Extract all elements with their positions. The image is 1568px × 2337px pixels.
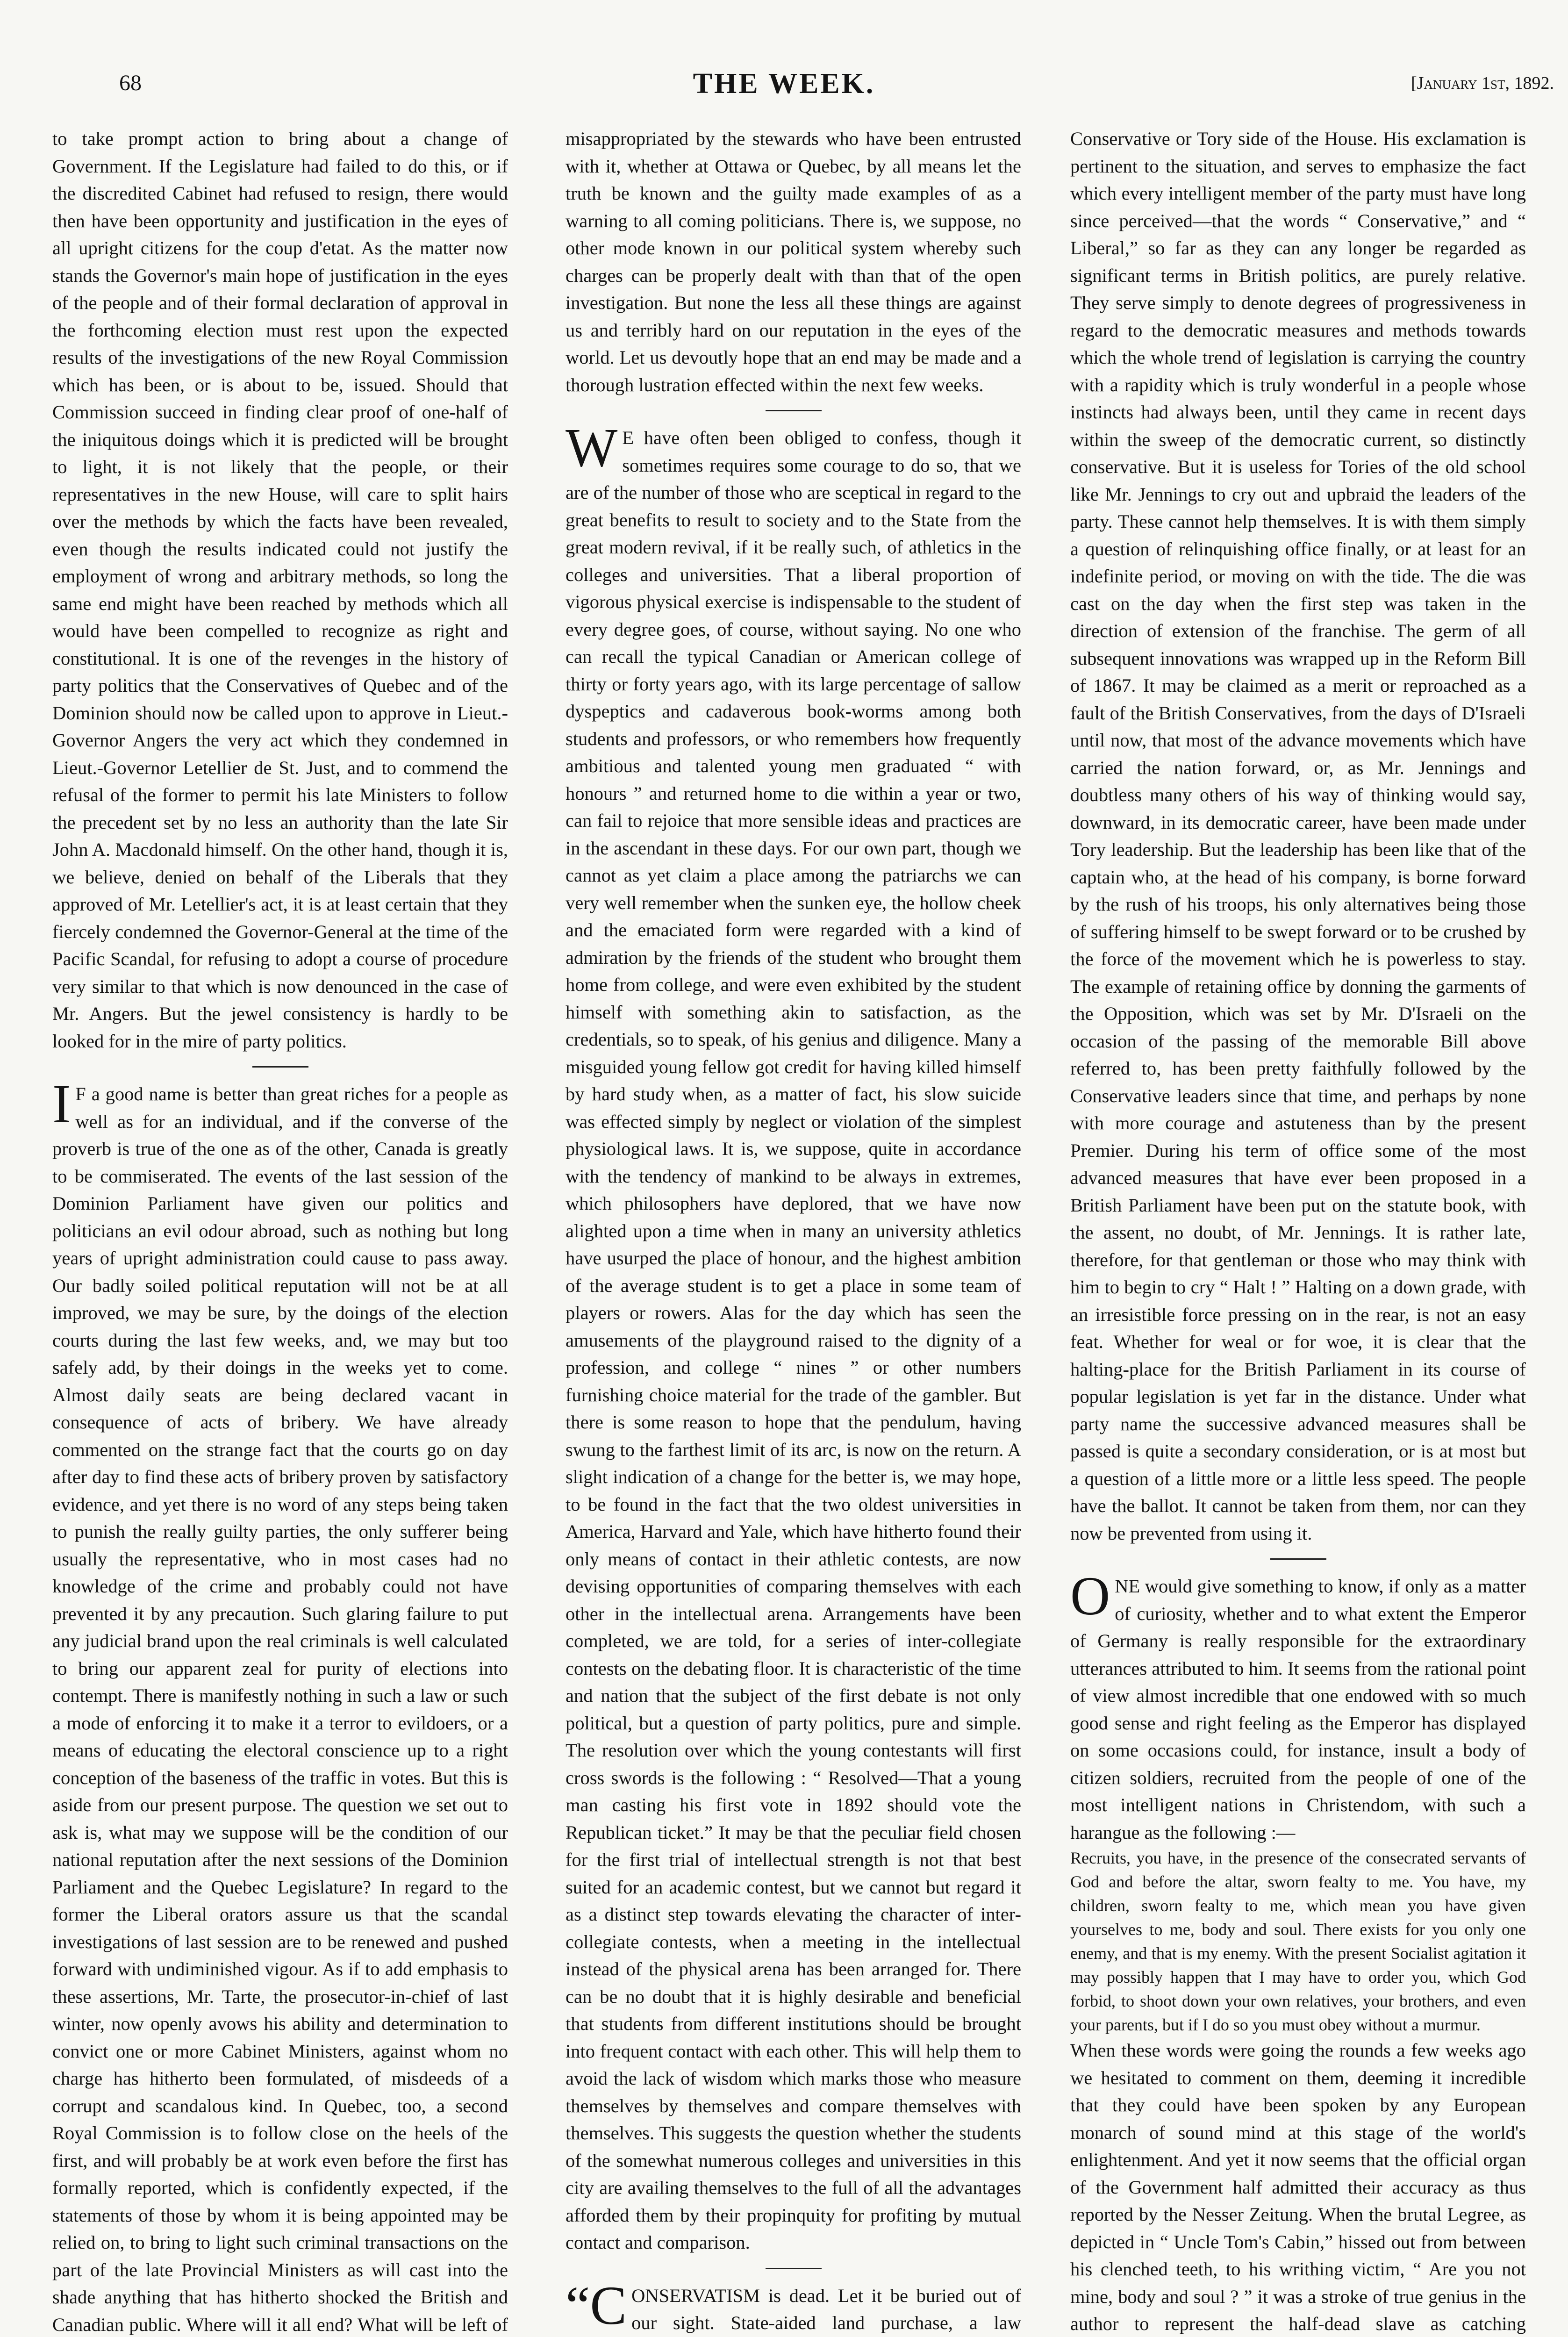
masthead-title: THE WEEK. — [0, 67, 1568, 100]
drop-cap: O — [1070, 1573, 1115, 1618]
article-paragraph — [1070, 1573, 1526, 1846]
block-quote: Recruits, you have, in the presence of the consecrated servants of God and before the altar, sworn fealty to me. You have, my children, sworn fealty to me, which mean you have given yourselves to me, body and soul. There exists for you only one enemy, and that is my enemy. With the present Socialist agitation it may possibly happen that I may have to order you, which God forbid, to shoot down your own relatives, your brothers, and even your parents, but if I do so you must obey without a murmur. — [1070, 1846, 1526, 2037]
section-divider — [252, 1066, 308, 1068]
drop-cap: “C — [566, 2282, 631, 2327]
article-paragraph: misappropriated by the stewards who have been entrusted with it, whether at Ottawa or Quebec, by all means let the truth be known and the guilty made examples of as a warning to all coming politicians. There is, we suppose, no other mode known in our political system whereby such charges can be properly dealt with than that of the open investigation. But none the less all these things are against us and terribly hard on our reputation in the eyes of the world. Let us devoutly hope that an end may be made and a thorough lustration effected within the next few weeks. — [566, 125, 1021, 399]
article-text: F a good name is better than great riches for a people as well as for an individual, and if the converse of the proverb is true of the one as of the other, Canada is greatly to be commiserated. The events of the last session of the Dominion Parliament have given our politics and politicians an evil odour abroad, such as nothing but long years of upright administration could cause to pass away. Our badly soiled political reputation will not be at all improved, we may be sure, by the doings of the election courts during the last few weeks, and, we may but too safely add, by their doings in the weeks yet to come. Almost daily seats are being declared vacant in consequence of acts of bribery. We have already commented on the strange fact that the courts go on day after day to find these acts of bribery proven by satisfactory evidence, and yet there is no word of any steps being taken to punish the really guilty parties, the only sufferer being usually the representative, who in most cases had no knowledge of the crime and probably could not have prevented it by any precaution. Such glaring failure to put any judicial brand upon the real criminals is well calculated to bring our apparent zeal for purity of elections into contempt. There is manifestly nothing in such a law or such a mode of enforcing it to make it a terror to evildoers, or a means of educating the electoral conscience up to a right conception of the baseness of the traffic in votes. But this is aside from our present purpose. The question we set out to ask is, what may we suppose will be the condition of our national reputation after the next sessions of the Dominion Parliament and the Quebec Legislature? In regard to the former the Liberal orators assure us that the scandal investigations of last session are to be renewed and pushed forward with undiminished vigour. As if to add emphasis to these assertions, Mr. Tarte, the prosecutor-in-chief of last winter, now openly avows his ability and determination to convict one or more Cabinet Ministers, against whom no charge has hitherto been formulated, of misdeeds of a corrupt and scandalous kind. In Quebec, too, a second Royal Commission is to follow close on the heels of the first, and will probably be at work even before the first has formally reported, which is confidently expected, if the statements of those by whom it is being appointed may be relied on, to bring to light such criminal transactions on the part of the late Provincial Ministers as will cast into the shade anything that has hitherto shocked the British and Canadian public. Where will it all end? What will be left of — [52, 1083, 508, 2337]
drop-cap: I — [52, 1081, 75, 1125]
page-number: 68 — [119, 70, 142, 96]
article-paragraph: When these words were going the rounds a few weeks ago we hesitated to comment on them, deeming it incredible that they could have been spoken by any European monarch of sound mind at this stage of the world's enlightenment. And yet it now seems that the official organ of the Government half admitted their accuracy as thus reported by the Nesser Zeitung. When the brutal Legree, as depicted in “ Uncle Tom's Cabin,” hissed out from between his clenched teeth, to his writhing victim, “ Are you not mine, body and soul ? ” it was a stroke of true genius in the author to represent the half-dead slave as catching — [1070, 2037, 1526, 2337]
issue-date: [January 1st, 1892. — [1411, 73, 1554, 93]
article-paragraph — [566, 2282, 1021, 2337]
article-paragraph: Conservative or Tory side of the House. His exclamation is pertinent to the situation, and serves to emphasize the fact which every intelligent member of the party must have long since perceived—that the words “ Conservative,” and “ Liberal,” so far as they can any longer be regarded as significant terms in British politics, are purely relative. They serve simply to denote degrees of progressiveness in regard to the democratic measures and methods towards which the whole trend of legislation is carrying the country with a rapidity which is truly wonderful in a people whose instincts had always been, until they came in recent days within the sweep of the democratic current, so distinctly conservative. But it is useless for Tories of the old school like Mr. Jennings to cry out and upbraid the leaders of the party. These cannot help themselves. It is with them simply a question of relinquishing office finally, or at least for an indefinite period, or moving on with the tide. The die was cast on the day when the first step was taken in the direction of extension of the franchise. The germ of all subsequent innovations was wrapped up in the Reform Bill of 1867. It may be claimed as a merit or reproached as a fault of the British Conservatives, from the days of D'Israeli until now, that most of the advance movements which have carried the nation forward, or, as Mr. Jennings and doubtless many others of his way of thinking would say, downward, in its democratic career, have been made under Tory leadership. But the leadership has been like that of the captain who, at the head of his company, is borne forward by the rush of his troops, his only alternatives being those of suffering himself to be swept forward or to be crushed by the force of the movement which he is powerless to stay. The example of retaining office by donning the garments of the Opposition, which was set by Mr. D'Israeli on the occasion of the passing of the memorable Bill above referred to, has been pretty faithfully followed by the Conservative leaders since that time, and perhaps by none with more courage and astuteness than by the present Premier. During his term of office some of the most advanced measures that have ever been proposed in a British Parliament have been put on the statute book, with the assent, no doubt, of Mr. Jennings. It is rather late, therefore, for that gentleman or those who may think with him to begin to cry “ Halt ! ” Halting on a down grade, with an irresistible force pressing on in the rear, is not an easy feat. Whether for weal or for woe, it is clear that the halting-place for the British Parliament in its course of popular legislation is yet far in the distance. Under what party name the successive advanced measures shall be passed is quite a secondary consideration, or is at most but a question of a little more or a little less speed. The people have the ballot. It cannot be taken from them, nor can they now be prevented from using it. — [1070, 125, 1526, 1547]
article-paragraph: to take prompt action to bring about a change of Government. If the Legislature had failed to do this, or if the discredited Cabinet had refused to resign, there would then have been opportunity and justification in the eyes of all upright citizens for the coup d'etat. As the matter now stands the Governor's main hope of justification in the eyes of the people and of their formal declaration of approval in the forthcoming election must rest upon the expected results of the investigations of the new Royal Commission which has been, or is about to be, issued. Should that Commission succeed in finding clear proof of one-half of the iniquitous doings which it is predicted will be brought to light, it is not likely that the people, or their representatives in the new House, will care to split hairs over the methods by which the facts have been revealed, even though the results indicated could not justify the employment of wrong and arbitrary methods, so long the same end might have been reached by methods which all would have been compelled to recognize as right and constitutional. It is one of the revenges in the history of party politics that the Conservatives of Quebec and of the Dominion should now be called upon to approve in Lieut.-Governor Angers the very act which they condemned in Lieut.-Governor Letellier de St. Just, and to commend the refusal of the former to permit his late Ministers to follow the precedent set by no less an authority than the late Sir John A. Macdonald himself. On the other hand, though it is, we believe, denied on behalf of the Liberals that they approved of Mr. Letellier's act, it is at least certain that they fiercely condemned the Governor-General at the time of the Pacific Scandal, for refusing to adopt a course of procedure very similar to that which is now denounced in the case of Mr. Angers. But the jewel consistency is hardly to be looked for in the mire of party politics. — [52, 125, 508, 1055]
column-right — [1070, 125, 1526, 2191]
article-text: E have often been obliged to confess, though it sometimes requires some courage to do so, that we are of the number of those who are sceptical in regard to the great benefits to result to society and to the State from the great modern revival, if it be really such, of athletics in the colleges and universities. That a liberal proportion of vigorous physical exercise is indispensable to the student of every degree goes, of course, without saying. No one who can recall the typical Canadian or American college of thirty or forty years ago, with its large percentage of sallow dyspeptics and cadaverous book-worms among both students and professors, or who remembers how frequently ambitious and talented young men graduated “ with honours ” and returned home to die within a year or two, can fail to rejoice that more sensible ideas and practices are in the ascendant in these days. For our own part, though we cannot as yet claim a place among the patriarchs we can very well remember when the sunken eye, the hollow cheek and the emaciated form were regarded with a kind of admiration by the friends of the student who brought them home from college, and were even exhibited by the student himself with something akin to satisfaction, as the credentials, so to speak, of his genius and diligence. Many a misguided young fellow got credit for having killed himself by hard study when, as a matter of fact, his slow suicide was effected simply by neglect or violation of the simplest physiological laws. It is, we suppose, quite in accordance with the tendency of mankind to be always in extremes, which philosophers have deplored, that we have now alighted upon a time when in many an university athletics have usurped the place of honour, and the highest ambition of the average student is to get a place in some team of players or rowers. Alas for the day which has seen the amusements of the playground raised to the dignity of a profession, and college “ nines ” or other numbers furnishing choice material for the trade of the gambler. But there is some reason to hope that the pendulum, having swung to the farthest limit of its arc, is now on the return. A slight indication of a change for the better is, we may hope, to be found in the fact that the two oldest universities in America, Harvard and Yale, which have hitherto found their only means of contact in their athletic contests, are now devising opportunities of comparing themselves with each other in the intellectual arena. Arrangements have been completed, we are told, for a series of inter-collegiate contests on the debating floor. It is characteristic of the time and nation that the subject of the first debate is not only political, but a question of party politics, pure and simple. The resolution over which the young contestants will first cross swords is the following : “ Resolved—That a young man casting his first vote in 1892 should vote the Republican ticket.” It may be that the peculiar field chosen for the first trial of intellectual strength is not that best suited for an academic contest, but we cannot but regard it as a distinct step towards elevating the character of inter-collegiate contests, when a meeting in the intellectual instead of the physical arena has been arranged for. There can be no doubt that it is highly desirable and beneficial that students from different institutions should be brought into frequent contact with each other. This will help them to avoid the lack of wisdom which marks those who measure themselves by themselves and compare themselves with themselves. This suggests the question whether the students of the somewhat numerous colleges and universities in this city are availing themselves to the full of all the advantages afforded them by their propinquity for profiting by mutual contact and comparison. — [566, 427, 1021, 2253]
article-paragraph — [52, 1081, 508, 2337]
article-text: ONSERVATISM is dead. Let it be buried out of our sight. State-aided land purchase, a law — [566, 2285, 1021, 2337]
page-header — [0, 70, 1568, 112]
section-divider — [766, 2268, 822, 2269]
column-left — [52, 125, 508, 2191]
article-text: NE would give something to know, if only as a matter of curiosity, whether and to what extent the Emperor of Germany is really responsible for the extraordinary utterances attributed to him. It seems from the rational point of view almost incredible that one endowed with so much good sense and right feeling as the Emperor has displayed on some occasions could, for instance, insult a body of citizen soldiers, recruited from the people of one of the most intelligent nations in Christendom, with such a harangue as the following :— — [1070, 1576, 1526, 1843]
section-divider — [766, 410, 822, 411]
drop-cap: W — [566, 424, 622, 469]
column-middle — [566, 125, 1021, 2191]
article-paragraph — [566, 424, 1021, 2257]
section-divider — [1270, 1558, 1326, 1560]
